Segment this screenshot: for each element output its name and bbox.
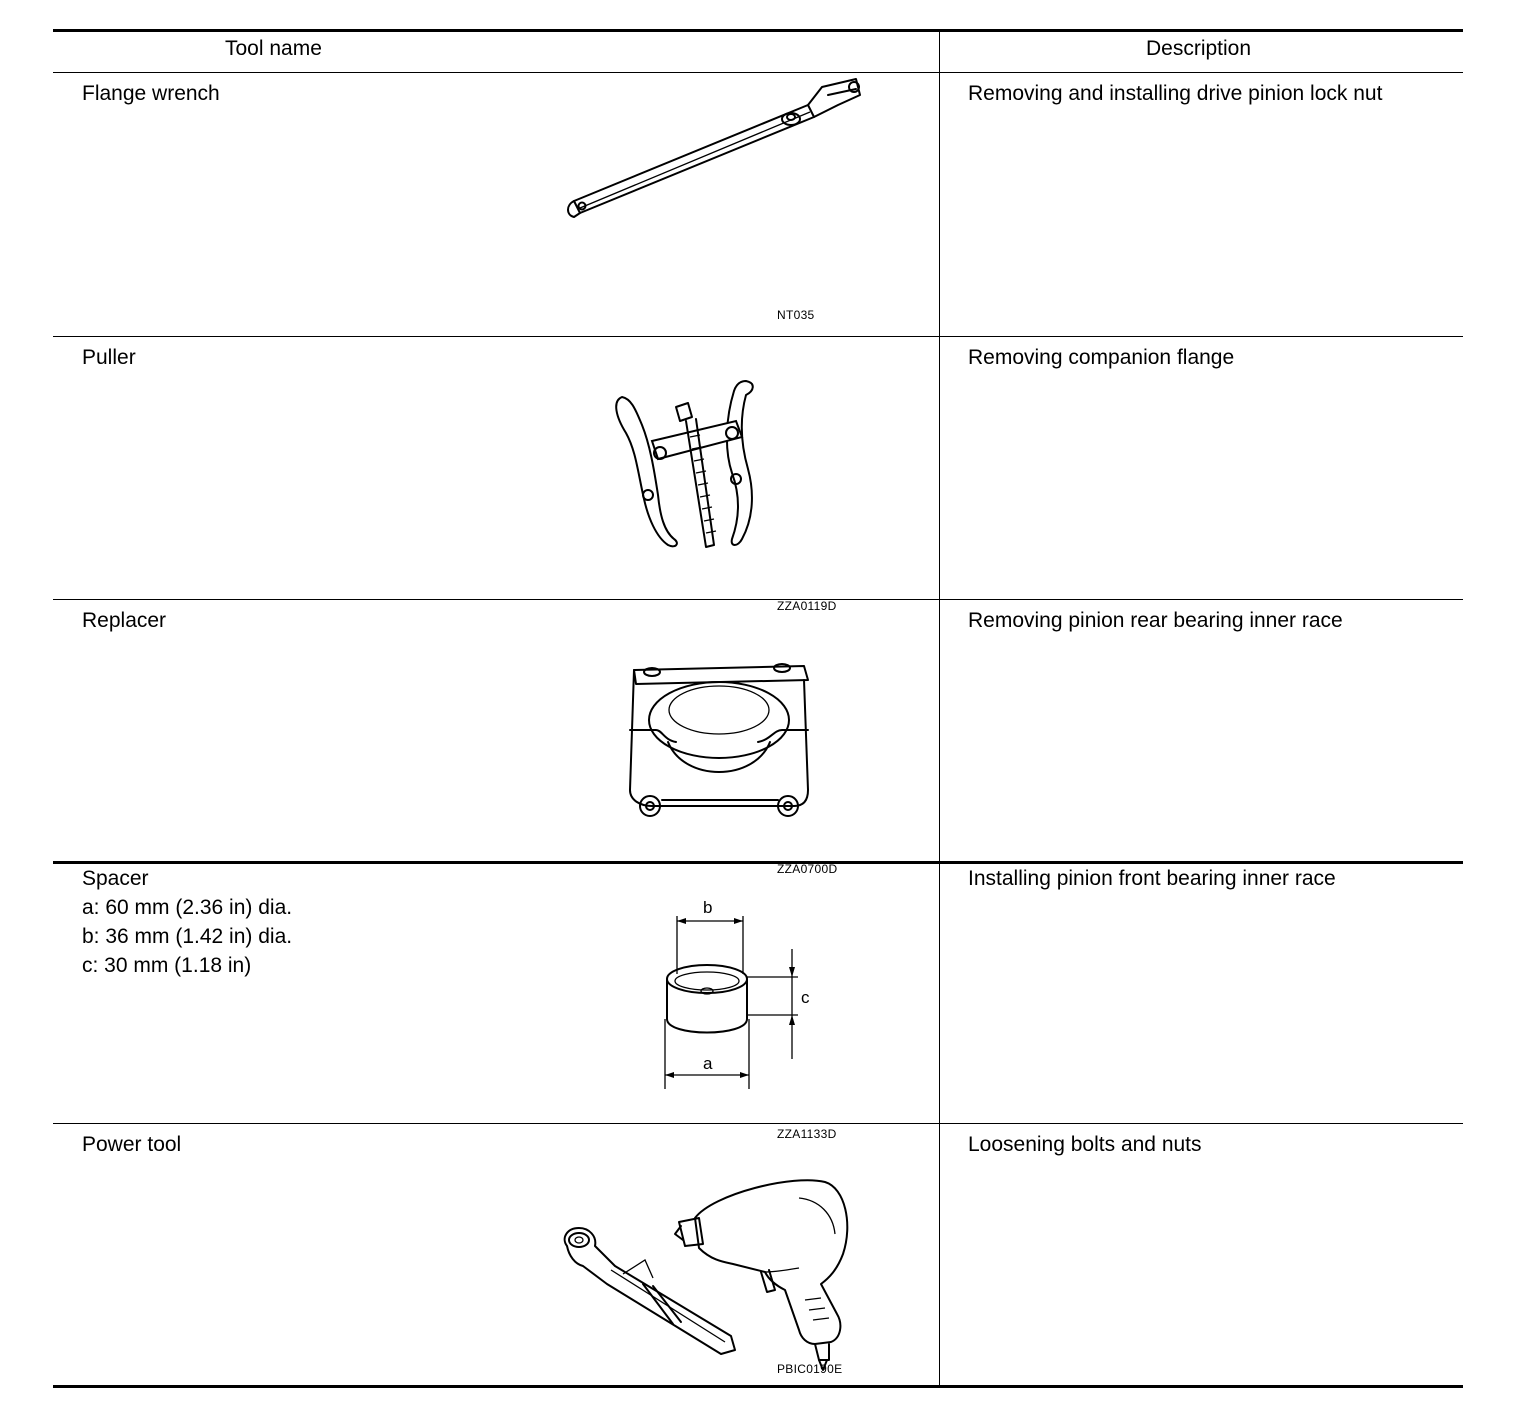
figure-code: PBIC0190E (777, 1362, 843, 1376)
dimension-label-c: c (801, 988, 810, 1007)
replacer-icon (628, 660, 813, 840)
power-tool-icon (553, 1174, 853, 1374)
flange-wrench-icon (568, 143, 888, 293)
tool-name: Puller (82, 346, 136, 369)
tool-description: Removing and installing drive pinion lock nut (968, 82, 1383, 105)
figure-code: ZZA1133D (777, 1127, 837, 1141)
table-row (53, 1124, 1463, 1385)
table-top-rule (53, 29, 1463, 32)
figure-code: ZZA0700D (777, 862, 838, 876)
tool-name: Power tool (82, 1133, 182, 1156)
puller-icon (608, 377, 768, 557)
tool-name: Replacer (82, 609, 167, 632)
figure-code: NT035 (777, 308, 815, 322)
header-tool-name: Tool name (225, 37, 322, 60)
tool-description: Installing pinion front bearing inner race (968, 867, 1336, 890)
header-description: Description (1146, 37, 1252, 60)
table-row (53, 73, 1463, 336)
table-row (53, 600, 1463, 876)
table-bottom-rule (53, 1385, 1463, 1388)
figure-code: ZZA0119D (777, 599, 837, 613)
tool-description: Loosening bolts and nuts (968, 1133, 1202, 1156)
dimension-label-a: a (703, 1054, 713, 1073)
tool-description: Removing companion flange (968, 346, 1235, 369)
dimension-label-b: b (703, 898, 713, 917)
tool-name: Spacer a: 60 mm (2.36 in) dia. b: 36 mm (1.42 in) dia. c: 30 mm (1.18 in) (82, 867, 293, 977)
spacer-icon (658, 899, 828, 1099)
tool-name: Flange wrench (82, 82, 220, 105)
table-row (53, 864, 1463, 1141)
tool-description: Removing pinion rear bearing inner race (968, 609, 1343, 632)
table-row (53, 337, 1463, 613)
